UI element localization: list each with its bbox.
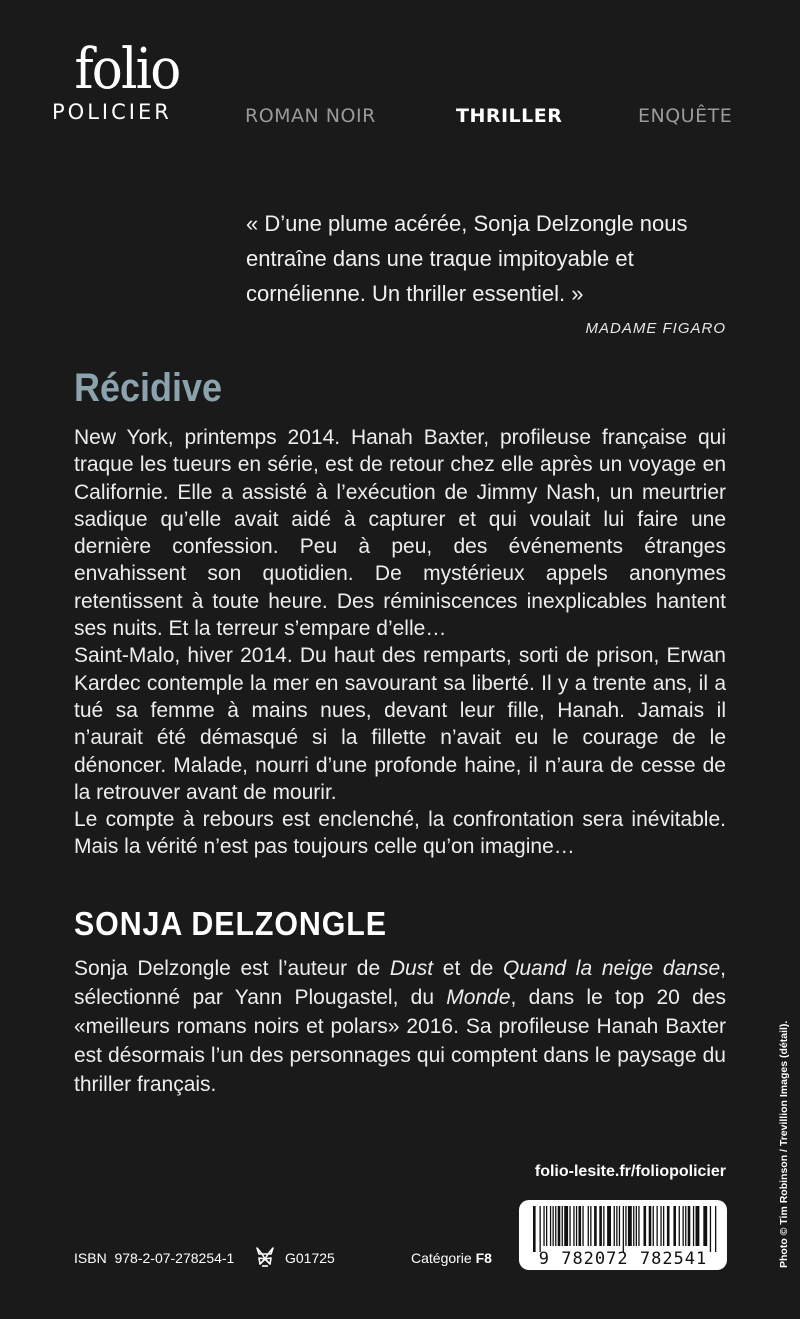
barcode-bar [543,1206,544,1246]
website-link[interactable]: folio-lesite.fr/foliopolicier [534,1163,726,1180]
barcode-bar [710,1206,711,1252]
barcode-bar [644,1206,647,1246]
photo-credit: Photo © Tim Robinson / Trevillion Images (détail). [778,1020,790,1268]
publisher-bird-icon [254,1245,276,1269]
barcode-bar [588,1206,589,1246]
barcode-bar [616,1206,617,1246]
genre-roman-noir: ROMAN NOIR [245,105,376,127]
folio-logo [52,37,202,124]
barcode-bar [550,1206,551,1246]
barcode-digits: 9 782072 782541 [538,1249,708,1269]
logo-word: folio [74,37,180,102]
barcode-bar [703,1206,707,1246]
synopsis-paragraph: Le compte à rebours est enclenché, la confrontation sera inévitable. Mais la vérité n’est pas toujours celle qu’on imagine… [74,808,726,859]
synopsis-paragraph: Saint-Malo, hiver 2014. Du haut des remparts, sorti de prison, Erwan Kardec contemple la mer en savourant sa liberté. Il y a trente ans, il a tué sa femme à mains nues, devant leur fille, Hanah. Jamais il n’aurait été démasqué si la fillette n’avait eu le courage de le dénoncer. Malade, nourri d’une profonde haine, il n’aura de cesse de la retrouver avant de mourir. [74,644,726,804]
quote-source: MADAME FIGARO [585,320,726,337]
barcode-bar [633,1206,634,1246]
synopsis [74,424,726,861]
barcode-bar [638,1206,639,1246]
barcode-bar [683,1206,684,1246]
barcode-bar [603,1206,604,1246]
barcode-bar [555,1206,556,1246]
barcode-bar [663,1206,664,1246]
bio-text: , dans le top 20 des «meilleurs romans noirs et polars» 2016. Sa profileuse Hanah Baxter est désormais l’un des personnages qui comptent dans le paysage du thriller français. [74,986,726,1096]
isbn-number: 978-2-07-278254-1 [114,1250,235,1266]
barcode-bar [625,1206,626,1246]
barcode-bar [673,1206,676,1246]
press-quote: « D’une plume acérée, Sonja Delzongle nous entraîne dans une traque impitoyable et cornélienne. Un thriller essentiel. » [246,211,688,306]
barcode-bar [599,1206,602,1246]
isbn [74,1250,234,1266]
barcode-bar [569,1206,570,1246]
barcode-bar [667,1206,670,1246]
barcode-bar [614,1206,615,1246]
category [411,1250,492,1266]
barcode-bar [693,1206,694,1246]
barcode-bar [623,1206,624,1252]
category-value: F8 [475,1250,492,1266]
barcode-bar [619,1206,620,1246]
author-name: SONJA DELZONGLE [74,905,387,942]
barcode-bar [607,1206,611,1246]
bio-text: , sélectionné par Yann Plougastel, du [74,957,726,1009]
synopsis-paragraph: New York, printemps 2014. Hanah Baxter, profileuse française qui traque les tueurs en série, est de retour chez elle après un voyage en Californie. Elle a assisté à l’exécution de Jimmy Nash, un meurtrier sadique qu’elle avait aidé à capturer et qui voulait lui faire une dernière confession. Peu à peu, des événements étranges envahissent son quotidien. De mystérieux appels anonymes retentissent à toute heure. Des réminiscences inexplicables hantent ses nuits. Et la terreur s’empare d’elle… [74,426,726,641]
barcode-bar [696,1206,700,1246]
barcode-bar [562,1206,563,1246]
barcode-bar [540,1206,541,1252]
genre-enquete: ENQUÊTE [638,105,733,127]
book-title: Récidive [74,366,223,410]
barcode-bar [660,1206,661,1246]
barcode-bar [582,1206,583,1246]
barcode-bar [553,1206,554,1246]
product-code: G01725 [285,1250,335,1266]
barcode-bar [594,1206,597,1246]
bio-text: et de [433,957,504,980]
barcode-bar [685,1206,686,1246]
barcode-bar [715,1206,716,1252]
bio-title-dust: Dust [389,957,434,980]
barcode-bar [688,1206,691,1246]
barcode-graphic [519,1200,727,1270]
barcode-bar [533,1206,536,1252]
barcode-bar [653,1206,654,1246]
bio-text: Sonja Delzongle est l’auteur de [74,957,390,980]
bio-title-monde: Monde [446,986,511,1009]
barcode-bar [636,1206,637,1246]
isbn-label: ISBN [74,1250,107,1266]
author-bio [74,954,726,1099]
barcode-bar [679,1206,680,1246]
barcode-bar [579,1206,582,1246]
category-label: Catégorie [411,1250,472,1266]
barcode [519,1200,727,1270]
barcode-bar [576,1206,577,1246]
bio-title-quand-la-neige-danse: Quand la neige danse [503,957,721,980]
barcode-bar [590,1206,591,1246]
barcode-bar [649,1206,652,1246]
barcode-bar [546,1206,547,1246]
logo-subtitle: POLICIER [52,100,172,124]
barcode-bar [573,1206,574,1246]
barcode-bar [628,1206,632,1246]
genre-thriller: THRILLER [456,105,563,127]
barcode-bar [564,1206,568,1246]
barcode-bar [657,1206,658,1246]
barcode-bar [558,1206,561,1246]
